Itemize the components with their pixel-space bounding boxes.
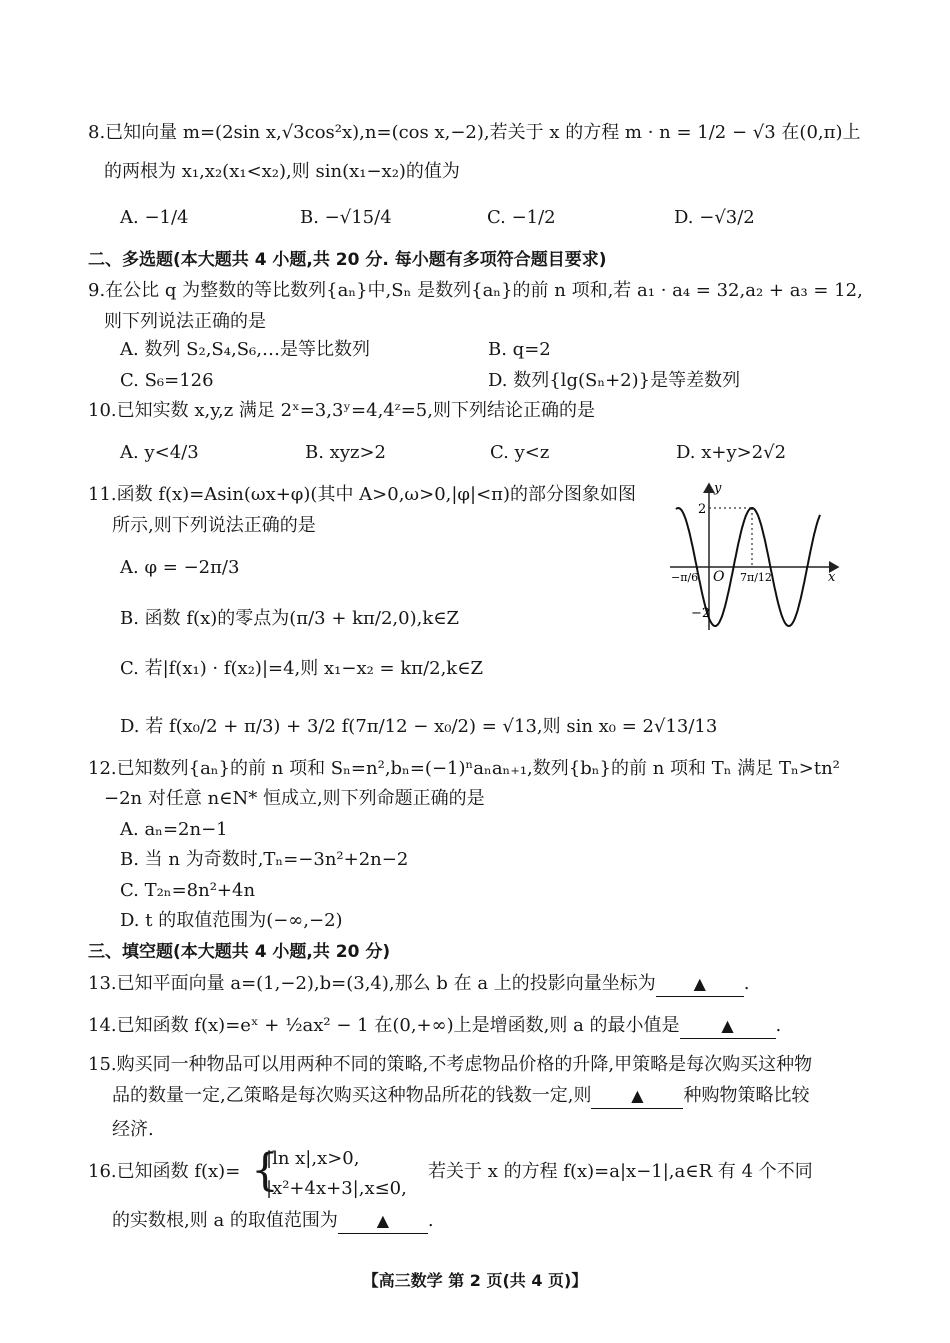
q14-text: 14.已知函数 f(x)=eˣ + ½ax² − 1 在(0,+∞)上是增函数,则 a 的最小值是: [88, 1015, 680, 1036]
q12-option-b: B. 当 n 为奇数时,Tₙ=−3n²+2n−2: [120, 849, 409, 870]
q12-option-c: C. T₂ₙ=8n²+4n: [120, 880, 256, 901]
x-neg-label: −π/6: [671, 571, 699, 584]
origin-label: O: [713, 569, 725, 585]
y-min-label: −2: [691, 606, 711, 621]
q13-end: .: [743, 973, 750, 994]
q10-line1: 10.已知实数 x,y,z 满足 2ˣ=3,3ʸ=4,4ᶻ=5,则下列结论正确的是: [88, 400, 595, 421]
q8-line1: 8.已知向量 m=(2sin x,√3cos²x),n=(cos x,−2),若关于 x 的方程 m · n = 1/2 − √3 在(0,π)上: [88, 122, 861, 143]
q13-text: 13.已知平面向量 a=(1,−2),b=(3,4),那么 b 在 a 上的投影向量坐标为: [88, 973, 656, 994]
blank-marker-icon: ▲: [721, 1016, 734, 1035]
q9-option-b: B. q=2: [488, 339, 551, 360]
q9-option-c: C. S₆=126: [120, 370, 214, 391]
q13: [88, 972, 750, 997]
q15-line2-text: 品的数量一定,乙策略是每次购买这种物品所花的钱数一定,则: [112, 1085, 592, 1106]
q11-option-c: C. 若|f(x₁) · f(x₂)|=4,则 x₁−x₂ = kπ/2,k∈Z: [120, 658, 484, 679]
q12-line1: 12.已知数列{aₙ}的前 n 项和 Sₙ=n²,bₙ=(−1)ⁿaₙaₙ₊₁,数列{bₙ}的前 n 项和 Tₙ 满足 Tₙ>tn²: [88, 758, 840, 779]
q11-line1: 11.函数 f(x)=Asin(ωx+φ)(其中 A>0,ω>0,|φ|<π)的部分图象如图: [88, 484, 637, 505]
q15-answer-blank[interactable]: [591, 1084, 683, 1109]
q10-option-a: A. y<4/3: [120, 442, 199, 463]
section-2-heading: 二、多选题(本大题共 4 小题,共 20 分. 每小题有多项符合题目要求): [88, 250, 607, 270]
blank-marker-icon: ▲: [693, 974, 706, 993]
page-footer: 【高三数学 第 2 页(共 4 页)】: [362, 1271, 588, 1290]
q16-post: 若关于 x 的方程 f(x)=a|x−1|,a∈R 有 4 个不同: [428, 1161, 813, 1182]
q8-option-d: D. −√3/2: [674, 207, 755, 228]
q12-option-d: D. t 的取值范围为(−∞,−2): [120, 910, 343, 931]
blank-marker-icon: ▲: [376, 1211, 390, 1230]
x-axis-label: x: [828, 570, 836, 585]
sine-graph: [668, 480, 846, 640]
q16-answer-blank[interactable]: [338, 1209, 428, 1234]
q8-option-c: C. −1/2: [487, 207, 556, 228]
q8-line2: 的两根为 x₁,x₂(x₁<x₂),则 sin(x₁−x₂)的值为: [104, 161, 460, 182]
q9-line1: 9.在公比 q 为整数的等比数列{aₙ}中,Sₙ 是数列{aₙ}的前 n 项和,若 a₁ · a₄ = 32,a₂ + a₃ = 12,: [88, 280, 863, 301]
q9-option-d: D. 数列{lg(Sₙ+2)}是等差数列: [488, 370, 741, 391]
q13-answer-blank[interactable]: [656, 972, 744, 997]
q10-option-d: D. x+y>2√2: [676, 442, 787, 463]
x-peak-label: 7π/12: [740, 571, 772, 584]
q14: [88, 1014, 781, 1039]
section-3-heading: 三、填空题(本大题共 4 小题,共 20 分): [88, 942, 391, 962]
q16-pre: 16.已知函数 f(x)=: [88, 1161, 241, 1182]
q15-line3: 经济.: [112, 1119, 154, 1140]
q9-option-a: A. 数列 S₂,S₄,S₆,…是等比数列: [120, 339, 370, 360]
q9-line2: 则下列说法正确的是: [104, 311, 266, 332]
q15-line1: 15.购买同一种物品可以用两种不同的策略,不考虑物品价格的升降,甲策略是每次购买这种物: [88, 1054, 813, 1075]
q14-end: .: [775, 1015, 782, 1036]
q16-brace: {: [251, 1145, 279, 1196]
q12-option-a: A. aₙ=2n−1: [120, 819, 228, 840]
q12-line2: −2n 对任意 n∈N* 恒成立,则下列命题正确的是: [104, 788, 485, 809]
q8-option-a: A. −1/4: [120, 207, 189, 228]
q11-option-a: A. φ = −2π/3: [120, 557, 240, 578]
q16-case2: |x²+4x+3|,x≤0,: [266, 1178, 407, 1199]
q15-line2: [112, 1084, 809, 1109]
y-max-label: 2: [698, 502, 707, 517]
q8-option-b: B. −√15/4: [300, 207, 392, 228]
q11-line2: 所示,则下列说法正确的是: [112, 515, 316, 536]
q14-answer-blank[interactable]: [680, 1014, 776, 1039]
q11-option-b: B. 函数 f(x)的零点为(π/3 + kπ/2,0),k∈Z: [120, 608, 460, 629]
q11-option-d: D. 若 f(x₀/2 + π/3) + 3/2 f(7π/12 − x₀/2) = √13,则 sin x₀ = 2√13/13: [120, 716, 718, 737]
blank-marker-icon: ▲: [631, 1086, 644, 1105]
q16-line2: [112, 1209, 434, 1234]
q10-option-b: B. xyz>2: [305, 442, 387, 463]
q15-line2-end: 种购物策略比较: [683, 1085, 810, 1106]
q16-case1: |ln x|,x>0,: [266, 1148, 360, 1169]
y-axis-label: y: [714, 481, 722, 496]
q16-end: .: [427, 1210, 434, 1231]
q10-option-c: C. y<z: [490, 442, 550, 463]
q16-line2-text: 的实数根,则 a 的取值范围为: [112, 1210, 338, 1231]
